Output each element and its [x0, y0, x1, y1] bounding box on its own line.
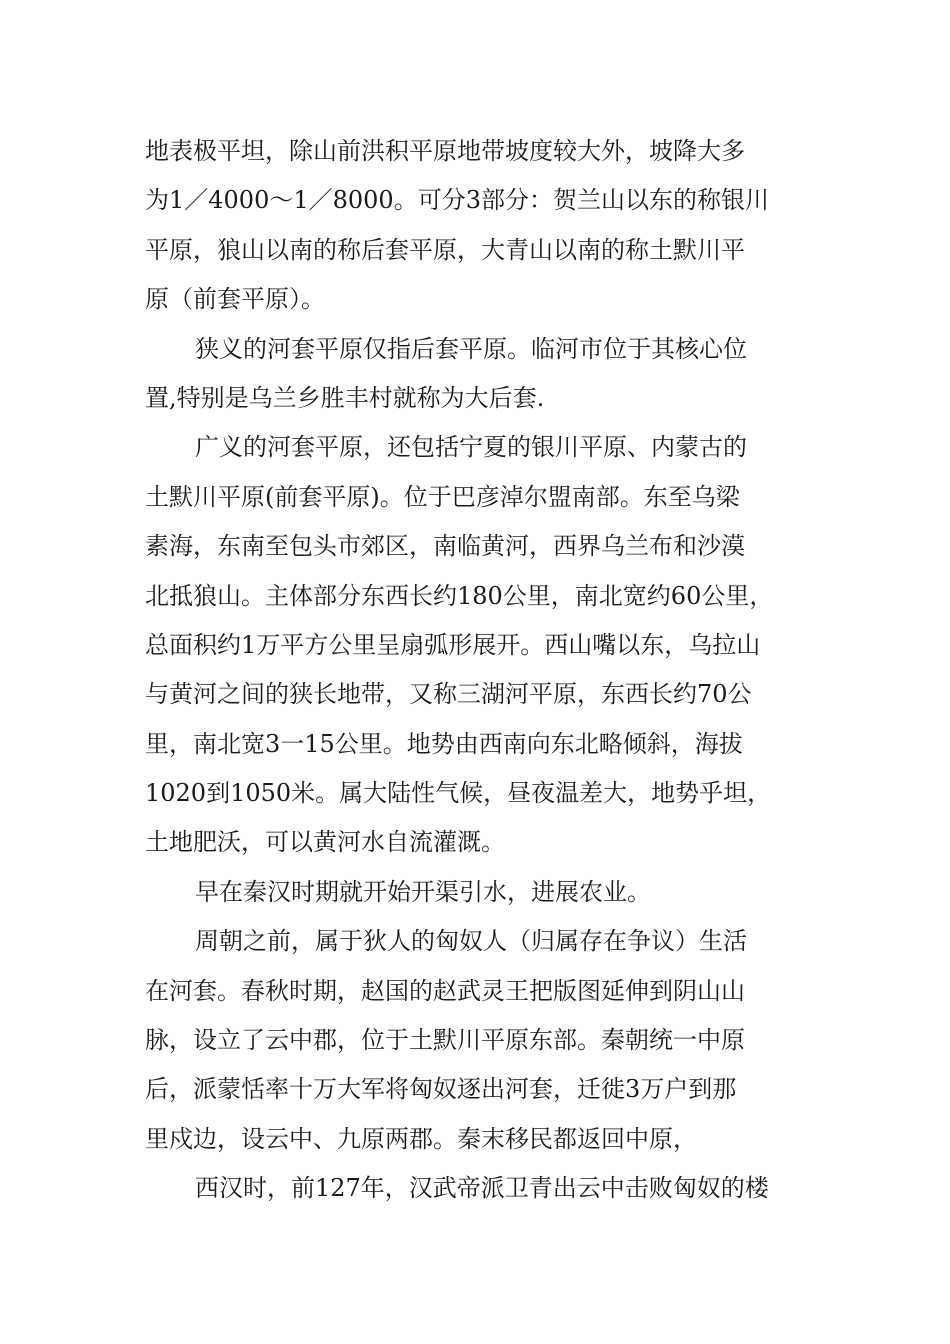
text-line: 1020到1050米。属大陆性气候，昼夜温差大，地势乎坦， — [145, 779, 772, 808]
text-line: 北抵狼山。主体部分东西长约180公里，南北宽约60公里， — [145, 581, 774, 610]
text-line: 里戍边，设云中、九原两郡。秦末移民都返回中原， — [145, 1124, 697, 1153]
paragraph-first-line: 西汉时，前127年，汉武帝派卫青出云中击败匈奴的楼 — [195, 1174, 769, 1203]
text-line: 置,特别是乌兰乡胜丰村就称为大后套. — [145, 383, 545, 412]
text-line: 平原，狼山以南的称后套平原，大青山以南的称土默川平 — [145, 235, 745, 264]
text-line: 土默川平原(前套平原)。位于巴彦淖尔盟南部。东至乌梁 — [145, 482, 740, 511]
paragraph-first-line: 周朝之前，属于狄人的匈奴人（归属存在争议）生活 — [195, 927, 747, 956]
paragraph-first-line: 广义的河套平原，还包括宁夏的银川平原、内蒙古的 — [195, 433, 747, 462]
text-line: 总面积约1万平方公里呈扇弧形展开。西山嘴以东，乌拉山 — [145, 630, 761, 659]
text-line: 在河套。春秋时期，赵国的赵武灵王把版图延伸到阴山山 — [145, 976, 745, 1005]
text-line: 里，南北宽3一15公里。地势由西南向东北略倾斜，海拔 — [145, 729, 743, 758]
text-line: 后，派蒙恬率十万大军将匈奴逐出河套，迁徙3万户到那 — [145, 1075, 737, 1104]
text-line: 地表极平坦，除山前洪积平原地带坡度较大外，坡降大多 — [145, 137, 745, 165]
text-line: 素海，东南至包头市郊区，南临黄河，西界乌兰布和沙漠 — [145, 532, 745, 561]
paragraph-first-line: 早在秦汉时期就开始开渠引水，进展农业。 — [195, 877, 651, 906]
body-text — [145, 127, 845, 1214]
text-line: 土地肥沃，可以黄河水自流灌溉。 — [145, 828, 505, 857]
text-line: 原（前套平原）。 — [145, 285, 325, 314]
text-line: 为1／4000～1／8000。可分3部分：贺兰山以东的称银川 — [145, 186, 769, 215]
text-line: 脉，设立了云中郡，位于土默川平原东部。秦朝统一中原 — [145, 1026, 745, 1055]
paragraph-first-line: 狭义的河套平原仅指后套平原。临河市位于其核心位 — [195, 334, 747, 363]
text-line: 与黄河之间的狭长地带，又称三湖河平原，东西长约70公 — [145, 680, 752, 709]
